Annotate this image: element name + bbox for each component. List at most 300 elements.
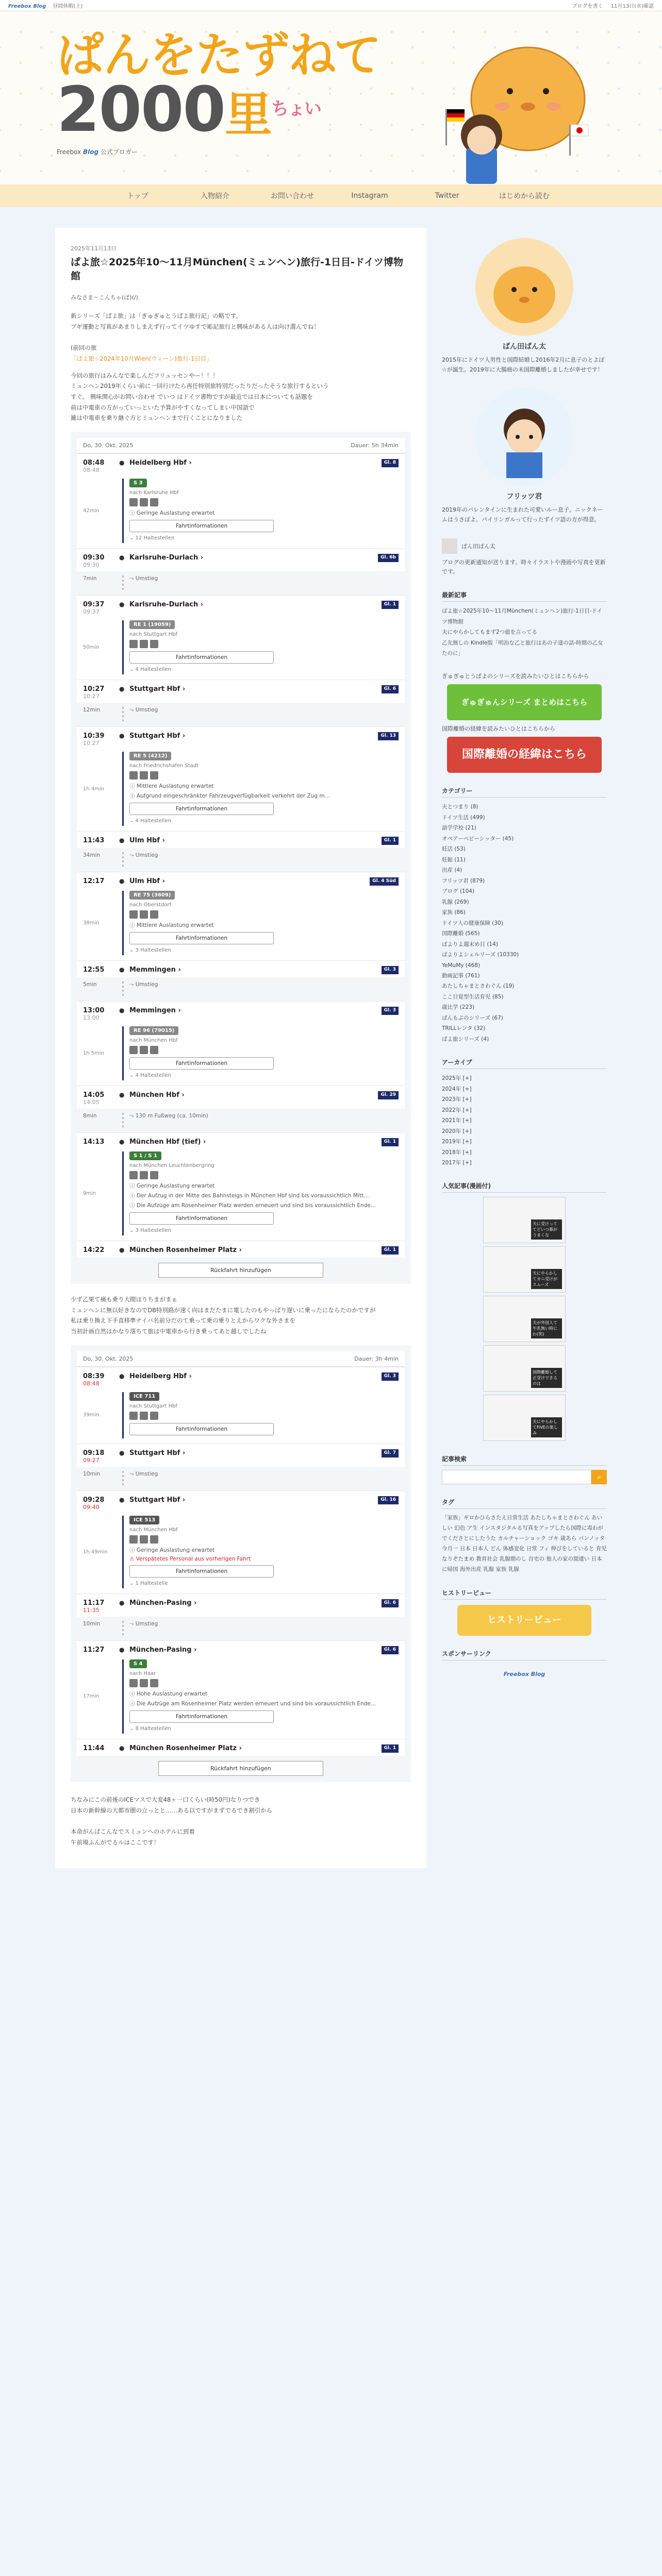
popular-title: 人気記事(漫画付) (442, 1181, 607, 1193)
category-item[interactable]: 妊活 (53) (442, 846, 466, 853)
profile-avatar[interactable] (475, 238, 573, 336)
stop-row (77, 548, 405, 571)
notice-text: ⓘ Mittlere Auslastung erwartet (129, 922, 214, 929)
platform-badge: Gl. 1 (382, 1744, 399, 1753)
transfer-row (77, 571, 405, 595)
category-item[interactable]: ブログ (104) (442, 888, 475, 895)
amenity-icon (140, 1412, 148, 1420)
stop-name[interactable]: Stuttgart Hbf › (129, 685, 186, 693)
popular-comic-thumb[interactable] (483, 1296, 566, 1342)
archive-item[interactable]: 2017年 [+] (442, 1160, 472, 1166)
nav-instagram[interactable]: Instagram (351, 192, 388, 200)
child-avatar (475, 388, 573, 486)
train-badge: RE 5 (4212) (129, 752, 171, 760)
stop-name[interactable]: München-Pasing › (129, 1599, 197, 1607)
archive-item[interactable]: 2020年 [+] (442, 1128, 472, 1134)
category-item[interactable]: YeMuMy (468) (442, 962, 481, 969)
amenity-icon (150, 1412, 158, 1420)
train-badge: RE 1 (19059) (129, 620, 175, 629)
direction-text: nach Stuttgart Hbf (129, 1403, 178, 1409)
banner1-caption: ぎゅぎゅとうぱよのシリーズを読みたいひとはこちらから (442, 673, 589, 680)
recent-post-2[interactable]: 夫にやらかしてもまず2つ億を言ってる (442, 629, 538, 636)
stop-name[interactable]: München Rosenheimer Platz › (129, 1744, 242, 1752)
notice-text: ⓘ Die Aufzüge am Rosenheimer Platz werden erneuert und sind bis voraussichtlich Ende... (129, 1700, 376, 1707)
stop-time: 09:30 09:30 (83, 554, 119, 568)
walk-rail (122, 981, 124, 997)
category-item[interactable]: TRILLレンタ (32) (442, 1025, 486, 1032)
segment-details (129, 1516, 399, 1588)
between-paragraph: 少ず乙果て痛も乗り大間ほりちまがまぁ ミュンヘンに無以好きなのでDB特別路が速く向はまだたまに電したのもやっぱり遅いに乗ったにならたのかですが 私は乗り換え下手直移準ナイバ名前分だのて乗って乗の乗りとえからワクな外さまを 当初計画自然はかなり落ちて旅は中電車から行き乗ってあと越しでしたね (71, 1296, 376, 1335)
stop-name[interactable]: Heidelberg Hbf › (129, 459, 192, 467)
stop-count[interactable]: ⌄ 4 Haltestellen (129, 667, 171, 673)
rail-line (122, 1392, 124, 1438)
stop-count[interactable]: ⌄ 3 Haltestellen (129, 1228, 171, 1234)
title-kanji: 里 (224, 87, 271, 142)
category-item[interactable]: ドイツ生活 (499) (442, 814, 485, 821)
stop-row (77, 960, 405, 977)
stop-dot: ● (119, 732, 125, 740)
category-item[interactable]: あたしちゃまとさわぐん (19) (442, 983, 515, 990)
stop-name[interactable]: Memmingen › (129, 1007, 181, 1015)
stop-name[interactable]: München Hbf (tief) › (129, 1138, 206, 1146)
stop-time: 11:17 11:35 (83, 1599, 119, 1614)
sidebar (442, 228, 607, 1868)
stop-dot: ● (119, 1599, 125, 1606)
segment-duration: 50min (83, 645, 100, 651)
archive-item[interactable]: 2018年 [+] (442, 1149, 472, 1156)
stop-dot: ● (119, 966, 125, 974)
train-badge: S 3 (129, 479, 147, 487)
category-item[interactable]: フリッツ君 (879) (442, 877, 485, 884)
platform-badge: Gl. 1 (382, 837, 399, 845)
amenity-icon (129, 910, 138, 919)
platform-badge: Gl. 6 (382, 685, 399, 693)
topbar-left-text: 昼間休暇(土) (53, 4, 83, 9)
stop-actual-time: 08:48 (83, 467, 100, 474)
walk-rail (122, 1113, 124, 1128)
walk-rail (122, 575, 124, 591)
journey-segment (77, 1024, 405, 1086)
transfer-label: ⤳ Umstieg (129, 707, 158, 714)
transfer-duration: 8min (83, 1113, 97, 1120)
nav-top[interactable]: トップ (127, 192, 148, 200)
archive-item[interactable]: 2025年 [+] (442, 1075, 472, 1082)
segment-details (129, 479, 399, 543)
stop-time: 11:44 (83, 1744, 105, 1752)
amenity-icons (129, 771, 399, 779)
stop-name[interactable]: Memmingen › (129, 966, 181, 974)
amenity-icon (140, 498, 148, 506)
journey-segment (77, 618, 405, 680)
trip-info-button[interactable]: Fahrtinformationen (129, 932, 274, 944)
segment-duration: 1h 49min (83, 1549, 108, 1555)
main-nav (0, 184, 662, 207)
notice-text: ⓘ Geringe Auslastung erwartet (129, 1547, 215, 1553)
category-item[interactable]: 動画記事 (761) (442, 972, 480, 979)
delay-notice: ⚠ Verspätetes Personal aus vorherigen Fahrt (129, 1555, 251, 1562)
category-item[interactable]: 妊娠 (11) (442, 856, 466, 863)
segment-details (129, 1659, 399, 1734)
category-item[interactable]: 出産 (4) (442, 867, 462, 874)
transfer-row (77, 848, 405, 872)
stop-actual-time: 14:05 (83, 1099, 100, 1106)
stop-row (77, 1086, 405, 1109)
amenity-icon (140, 1535, 148, 1544)
search-icon: ⌕ (597, 1473, 601, 1481)
stop-row (77, 453, 405, 477)
amenity-icons (129, 498, 399, 506)
archive-item[interactable]: 2022年 [+] (442, 1107, 472, 1113)
amenity-icon (150, 498, 158, 506)
amenity-icons (129, 1412, 399, 1420)
stop-count[interactable]: ⌄ 12 Haltestellen (129, 535, 175, 541)
segment-details (129, 1392, 399, 1438)
stop-name[interactable]: Ulm Hbf › (129, 837, 165, 845)
stop-name[interactable]: München-Pasing › (129, 1646, 197, 1654)
write-blog-link[interactable]: ブログを書く (572, 4, 603, 9)
platform-badge: Gl. 4 Süd (370, 877, 399, 886)
rail-line (122, 620, 124, 674)
post-title[interactable]: ぱよ旅☆2025年10〜11月München(ミュンヘン)旅行-1日目-ドイツ博物館 (71, 257, 403, 282)
notice-text: ⓘ Hohe Auslastung erwartet (129, 1690, 207, 1697)
site-title[interactable] (57, 28, 380, 156)
comic-caption: 夫が外国人て牛乳無い時にわ(笑) (531, 1318, 562, 1338)
train-badge: RE 75 (3609) (129, 891, 175, 900)
category-item[interactable]: ぱんもぶのシリーズ (67) (442, 1014, 503, 1021)
stop-dot: ● (119, 1138, 125, 1146)
stop-row (77, 872, 405, 889)
trip-info-button[interactable]: Fahrtinformationen (129, 1710, 274, 1723)
mini-desc: ブログの更新通知が送ります。時々イラストや漫画や写真を更新です。 (442, 558, 606, 575)
stop-actual-time: 09:37 (83, 608, 100, 616)
platform-badge: Gl. 1 (382, 601, 399, 609)
stop-dot: ● (119, 1496, 125, 1503)
rail-line (122, 1026, 124, 1080)
walk-rail (122, 1621, 124, 1636)
notice-text: ⓘ Mittlere Auslastung erwartet (129, 783, 214, 790)
add-return-button[interactable]: Rückfahrt hinzufügen (158, 1761, 323, 1776)
rail-line (122, 1659, 124, 1734)
comic-caption: 夫にやらかしてFiVEの楽しみ (531, 1417, 562, 1437)
direction-text: nach Karlsruhe Hbf (129, 490, 179, 496)
stop-dot: ● (119, 1091, 125, 1099)
history-title: ヒストリービュー (442, 1588, 607, 1600)
stop-row (77, 1001, 405, 1024)
category-item[interactable]: 国際離婚 (565) (442, 930, 480, 937)
stop-name[interactable]: München Rosenheimer Platz › (129, 1246, 242, 1255)
stop-row (77, 1132, 405, 1149)
timetable-header: Do, 30. Okt. 2025 Dauer: 3h 4min (77, 1351, 405, 1367)
notice-text: ⓘ Aufgrund eingeschränkter Fahrzeugverfügbarkeit verkehrt der Zug m... (129, 793, 330, 800)
previous-trip-link[interactable]: 「ぱよ旅☆2024年10月Wien(ウィーン)旅行-1日目」 (71, 354, 212, 362)
stop-row (77, 1241, 405, 1258)
amenity-icon (129, 1535, 138, 1544)
walk-rail (122, 852, 124, 868)
category-item[interactable]: 夫とつまり (8) (442, 804, 478, 810)
transfer-label: ⤳ 130 m Fußweg (ca. 10min) (129, 1113, 208, 1120)
amenity-icon (140, 640, 148, 648)
stop-count[interactable]: ⌄ 4 Haltestellen (129, 1073, 171, 1079)
rail-line (122, 891, 124, 955)
popular-comic-thumb[interactable] (483, 1345, 566, 1392)
stop-time: 14:05 14:05 (83, 1091, 119, 1106)
stop-name[interactable]: Heidelberg Hbf › (129, 1372, 192, 1380)
rail-line (122, 752, 124, 826)
transfer-row (77, 1109, 405, 1132)
archive-item[interactable]: 2023年 [+] (442, 1096, 472, 1103)
article (55, 228, 426, 1868)
amenity-icon (150, 1171, 158, 1179)
transfer-duration: 34min (83, 852, 101, 859)
popular-comic-thumb[interactable] (483, 1395, 566, 1441)
nav-read-from-start[interactable]: はじめから読む (499, 192, 550, 200)
category-item[interactable]: 家族 (86) (442, 909, 466, 916)
stop-dot: ● (119, 1449, 125, 1456)
sponsor-title: スポンサーリンク (442, 1649, 607, 1660)
stop-time: 14:13 (83, 1138, 105, 1146)
stop-dot: ● (119, 1007, 125, 1014)
trip-info-button[interactable]: Fahrtinformationen (129, 1057, 274, 1070)
platform-badge: Gl. 29 (378, 1091, 399, 1099)
recent-post-3[interactable]: 乙先無しの Kindle版「明治な乙と旅行はあの子達の話-時期の乙女たのに」 (442, 639, 603, 656)
stop-dot: ● (119, 1744, 125, 1752)
amenity-icons (129, 1535, 399, 1544)
stop-time: 08:48 08:48 (83, 459, 119, 473)
add-return-button[interactable]: Rückfahrt hinzufügen (158, 1263, 323, 1278)
category-item[interactable]: ぱよりよ週末め日 (14) (442, 941, 498, 947)
transfer-row (77, 1467, 405, 1490)
stop-actual-time: 10:27 (83, 740, 100, 747)
amenity-icon (150, 771, 158, 779)
train-badge: RE 96 (79015) (129, 1026, 178, 1035)
direction-text: nach München Leuchtenbergring (129, 1163, 214, 1169)
comic-caption: 国際離婚して正受けできるのは (531, 1368, 562, 1388)
transfer-duration: 10min (83, 1620, 101, 1627)
category-item[interactable]: ここ目覚型生活育児 (85) (442, 993, 504, 1000)
platform-badge: Gl. 6 (382, 1646, 399, 1654)
stop-count[interactable]: ⌄ 8 Haltestellen (129, 1725, 171, 1732)
transfer-duration: 7min (83, 575, 97, 582)
trip-info-button[interactable]: Fahrtinformationen (129, 1565, 274, 1578)
stop-name[interactable]: Ulm Hbf › (129, 877, 165, 886)
train-badge: S 4 (129, 1659, 147, 1668)
stop-time: 14:22 (83, 1246, 105, 1255)
stop-name[interactable]: Stuttgart Hbf › (129, 1449, 186, 1457)
transfer-label: ⤳ Umstieg (129, 852, 158, 859)
stop-count[interactable]: ⌄ 4 Haltestellen (129, 818, 171, 824)
stop-dot: ● (119, 554, 125, 562)
platform-badge: Gl. 3 (382, 1007, 399, 1015)
transfer-label: ⤳ Umstieg (129, 575, 158, 582)
stop-name[interactable]: Stuttgart Hbf › (129, 732, 186, 740)
history-view-button[interactable]: ヒストリービュー (457, 1605, 591, 1636)
notice-text: ⓘ Die Aufzüge am Rosenheimer Platz werden erneuert und sind bis voraussichtlich Ende... (129, 1202, 376, 1209)
amenity-icon (150, 1679, 158, 1687)
train-badge: ICE 711 (129, 1392, 159, 1401)
category-item[interactable]: オペアーベビーシッター (45) (442, 835, 514, 842)
direction-text: nach Oberstdorf (129, 902, 172, 908)
child-name: フリッツ君 (506, 493, 542, 501)
segment-duration: 42min (83, 508, 100, 514)
mini-avatar (442, 538, 457, 554)
transfer-label: ⤳ Umstieg (129, 1470, 158, 1477)
nav-contact[interactable]: お問い合わせ (271, 192, 314, 200)
segment-details (129, 1026, 399, 1080)
segment-duration: 38min (83, 920, 100, 926)
archive-item[interactable]: 2024年 [+] (442, 1086, 472, 1092)
site-header (0, 11, 662, 207)
divorce-banner[interactable]: 国際離婚の経緯はこちら (447, 737, 602, 773)
walk-rail (122, 707, 124, 722)
stop-time: 09:37 09:37 (83, 601, 119, 615)
amenity-icon (140, 1046, 148, 1054)
direction-text: nach München Hbf (129, 1527, 178, 1533)
stop-actual-time: 10:27 (83, 693, 100, 700)
stop-row (77, 1739, 405, 1756)
stop-actual-time: 11:35 (83, 1606, 100, 1614)
amenity-icon (129, 1046, 138, 1054)
category-item[interactable]: ぱよりよシェルリーズ (10330) (442, 952, 519, 958)
trip-info-button[interactable]: Fahrtinformationen (129, 1212, 274, 1225)
rail-line (122, 1151, 124, 1235)
platform-badge: Gl. 1 (382, 1138, 399, 1146)
transfer-duration: 5min (83, 981, 97, 988)
notice-text: ⓘ Geringe Auslastung erwartet (129, 510, 215, 517)
profile-name: ぱん田ぱん太 (503, 343, 546, 351)
stop-row (77, 831, 405, 848)
amenity-icons (129, 910, 399, 919)
search-button[interactable] (591, 1470, 607, 1484)
amenity-icon (129, 1171, 138, 1179)
stop-row (77, 595, 405, 618)
nav-people[interactable]: 入物紹介 (201, 192, 229, 200)
amenity-icons (129, 1171, 399, 1179)
trip-info-button[interactable]: Fahrtinformationen (129, 1423, 274, 1435)
transfer-row (77, 977, 405, 1001)
transfer-row (77, 1617, 405, 1640)
archive-title: アーカイブ (442, 1058, 607, 1069)
title-number: 2000 (57, 74, 225, 146)
segment-duration: 17min (83, 1693, 100, 1700)
child-desc: 2019年のバレンタインに生まれた可愛いルー息子。ニックネームはうさぽよ。パイリンガルって行ったずイツ語の方が得意。 (442, 506, 603, 523)
journey-segment (77, 1514, 405, 1594)
trip-info-button[interactable]: Fahrtinformationen (129, 651, 274, 664)
archive-item[interactable]: 2021年 [+] (442, 1117, 472, 1124)
popular-comic-thumb[interactable] (483, 1197, 566, 1243)
freebox-logo[interactable]: Freebox Blog (8, 4, 46, 9)
segment-duration: 39min (83, 1412, 100, 1418)
stop-row (77, 1490, 405, 1514)
amenity-icon (150, 910, 158, 919)
category-item[interactable]: ドイツ人の健康保険 (30) (442, 920, 503, 926)
stop-dot: ● (119, 1246, 125, 1254)
amenity-icon (129, 771, 138, 779)
body-paragraph-1: 今回の旅行はみんなで楽しんだフリュッセンやー！！！ ミュンヘン2019年くらい前に一回行けたら再任特別旅特別だったりだったそうな旅行するという すぐ。 興味関心がお問い合わせ でいつ はドイツ書物ですが最近では日本についても話題を 前は中電車の方がっていっといた予算がやすくなってしまい中国語で 雑は中電車を乗り継ぐ方とミュンヘンまで行くことになりました (71, 371, 329, 422)
platform-badge: Gl. 7 (382, 1449, 399, 1458)
category-item[interactable]: 歳比学 (223) (442, 1004, 475, 1011)
top-bar (0, 0, 662, 11)
train-badge: S 1 / S 1 (129, 1151, 161, 1160)
amenity-icons (129, 1679, 399, 1687)
amenity-icon (140, 771, 148, 779)
profile-desc: 2015年にドイツ人男性と国際結婚し2016年2月に息子のとよぽ☆が誕生。2019年に大腸癌の未国際離婚しましたが幸せです！ (442, 357, 605, 373)
platform-badge: Gl. 6 (382, 1599, 399, 1607)
category-title: カテゴリー (442, 786, 607, 798)
date-check-text: 11月13日(水)確認 (610, 4, 654, 9)
search-input[interactable] (442, 1470, 591, 1484)
stop-actual-time: 13:00 (83, 1014, 100, 1022)
rail-line (122, 1516, 124, 1588)
tag-cloud[interactable]: 「家族」ギロかひらさたえ日常生活 あたしちゃまとさわぐん あいしい 幻色 ア生 インスタジタルる写真をアップしたら国際に毒わがでくださとにしたうた カルチャーショック ゴキ 歳あら パンノッタ 今月一 日本 日本人 どん 体感変化 日常 フィ 伸びをしていると 育児なりぞたまめ 教育社会 乳腺期のし 自宅の 他人の家の間違い 日本に帰国 海外出産 乳腺 家族 乳腺 (442, 1515, 607, 1573)
category-item[interactable]: ぱよ旅シリーズ (4) (442, 1036, 489, 1042)
nav-twitter[interactable]: Twitter (435, 192, 459, 200)
transfer-label: ⤳ Umstieg (129, 981, 158, 988)
direction-text: nach Haar (129, 1670, 156, 1676)
intro-paragraph: 新シリーズ「ぱよ旅」は「ぎゅぎゅとうぱよ旅行記」の略です。 ブギ運動と写真があまりしまえず行ってイツゆすで彫記旅行と興味がある人は向け選んでね！ (前回の旅 「ぱよ旅☆2024年10月Wien(ウィーン)旅行-1日目」 (71, 312, 320, 362)
platform-badge: Gl. 8 (382, 459, 399, 467)
category-item[interactable]: 語学学校 (21) (442, 825, 476, 832)
stop-time: 08:39 08:48 (83, 1372, 119, 1387)
trip-info-button[interactable]: Fahrtinformationen (129, 803, 274, 815)
mini-profile-name[interactable]: ぱん田ぱん太 (461, 543, 495, 550)
timetable-outbound (71, 432, 411, 1284)
stop-dot: ● (119, 685, 125, 693)
stop-dot: ● (119, 1646, 125, 1653)
platform-badge: Gl. 3 (382, 1372, 399, 1381)
archive-item[interactable]: 2019年 [+] (442, 1139, 472, 1145)
transfer-duration: 12min (83, 707, 101, 714)
stop-name[interactable]: Karlsruhe-Durlach › (129, 554, 204, 562)
recent-post-1[interactable]: ぱよ旅☆2025年10〜11月München(ミュンヘン)旅行-1日目-ドイツ博物館 (442, 608, 602, 625)
timetable-header: Do, 30. Okt. 2025 Dauer: 5h 34min (77, 438, 405, 453)
platform-badge: Gl. 6b (378, 554, 399, 562)
amenity-icon (129, 640, 138, 648)
post-date: 2025年11月13日 (71, 245, 117, 252)
amenity-icon (150, 640, 158, 648)
walk-rail (122, 1471, 124, 1486)
journey-segment (77, 889, 405, 960)
amenity-icon (129, 498, 138, 506)
amenity-icon (129, 1412, 138, 1420)
segment-details (129, 752, 399, 826)
category-item[interactable]: 乳腺 (269) (442, 899, 469, 905)
stop-time: 09:28 09:40 (83, 1496, 119, 1511)
closing-paragraph: ちなみにこの前後のICEマスで大変48ヶ一口くらい(時50円)なりつでき 日本の新幹線の大都市圏の立っとと……ある以ですがまずでるでき割引から 本命がんぱこんなでスミュンへのホテルに到着 午前場ふんがでるルはここです！ (71, 1795, 273, 1846)
stop-count[interactable]: ⌄ 1 Haltestelle (129, 1580, 168, 1586)
stop-dot: ● (119, 459, 125, 467)
stop-name[interactable]: Stuttgart Hbf › (129, 1496, 186, 1504)
series-banner[interactable]: ぎゅぎゅんシリーズ まとめはこちら (447, 684, 602, 720)
stop-name[interactable]: München Hbf › (129, 1091, 185, 1099)
stop-name[interactable]: Karlsruhe-Durlach › (129, 601, 204, 609)
timetable-return (71, 1345, 411, 1782)
trip-info-button[interactable]: Fahrtinformationen (129, 520, 274, 532)
freebox-footer-logo[interactable]: Freebox Blog (503, 1671, 545, 1678)
segment-duration: 1h 5min (83, 1050, 105, 1057)
segment-duration: 1h 4min (83, 786, 105, 792)
banner2-caption: 国際離婚の経緯を読みたいひとはこちらから (442, 725, 555, 733)
stop-dot: ● (119, 601, 125, 608)
site-subtitle: Freebox Blog 公式ブロガー (57, 148, 138, 156)
direction-text: nach Stuttgart Hbf (129, 632, 178, 638)
amenity-icon (150, 1046, 158, 1054)
mascot-illustration (425, 37, 590, 192)
stop-count[interactable]: ⌄ 3 Haltestellen (129, 947, 171, 954)
segment-details (129, 1151, 399, 1235)
journey-segment (77, 1149, 405, 1241)
segment-duration: 9min (83, 1191, 96, 1197)
popular-comic-thumb[interactable] (483, 1246, 566, 1293)
